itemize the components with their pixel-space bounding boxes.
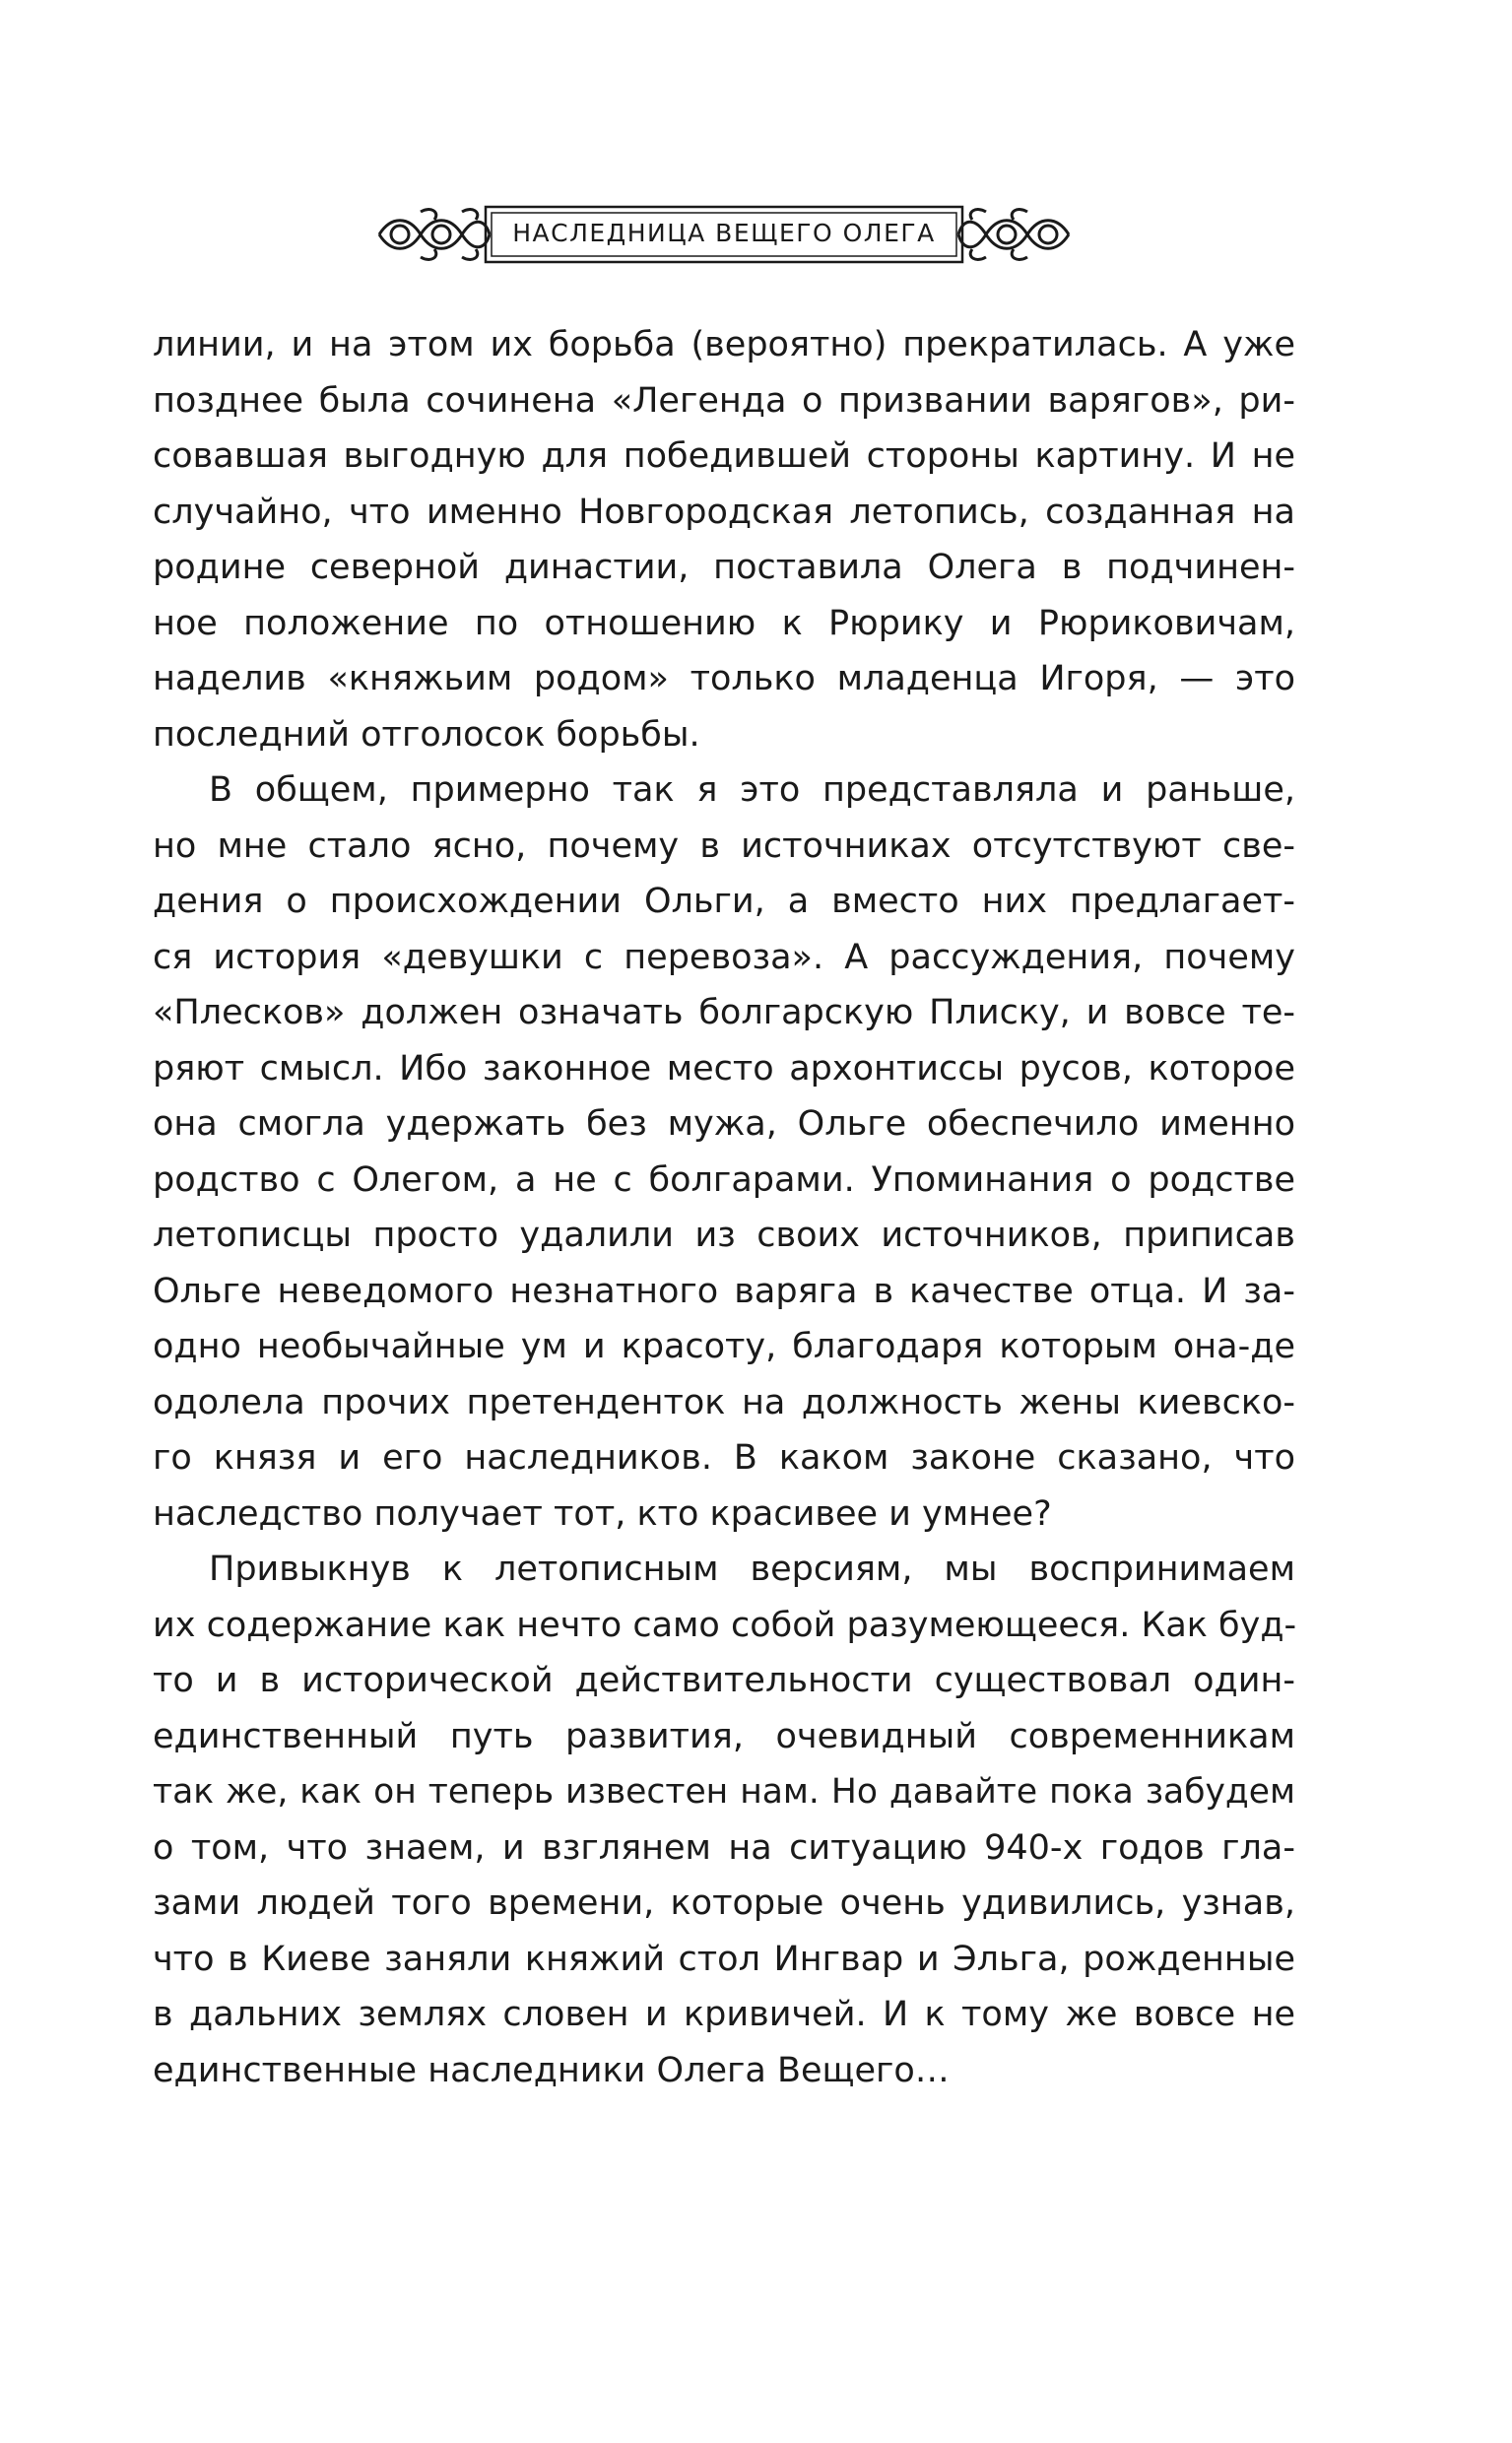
header-title: НАСЛЕДНИЦА ВЕЩЕГО ОЛЕГА [512, 219, 936, 247]
text-line: единственные наследники Олега Вещего… [153, 2050, 950, 2090]
text-line: ся история «девушки с перевоза». А рассуждения, почему [153, 937, 1295, 977]
text-line: одолела прочих претенденток на должность жены киевско- [153, 1382, 1295, 1422]
text-line: о том, что знаем, и взглянем на ситуацию 940-х годов гла- [153, 1827, 1295, 1868]
text-line: последний отголосок борьбы. [153, 714, 700, 755]
text-line: одно необычайные ум и красоту, благодаря которым она-де [153, 1327, 1295, 1366]
text-line: она смогла удержать без мужа, Ольге обеспечило именно [153, 1104, 1295, 1144]
text-line: наследство получает тот, кто красивее и умнее? [153, 1493, 1052, 1534]
text-line: в дальних землях словен и кривичей. И к тому же вовсе не [153, 1995, 1295, 2034]
text-line: что в Киеве заняли княжий стол Ингвар и Эльга, рожденные [153, 1939, 1295, 1979]
body-text [153, 317, 1295, 2098]
text-line: летописцы просто удалили из своих источников, приписав [153, 1216, 1295, 1255]
running-header [369, 202, 1079, 267]
text-line: случайно, что именно Новгородская летопись, созданная на [153, 492, 1295, 532]
text-line: позднее была сочинена «Легенда о призвании варягов», ри- [153, 380, 1295, 421]
text-line: так же, как он теперь известен нам. Но давайте пока забудем [153, 1772, 1295, 1812]
text-line: родине северной династии, поставила Олега в подчинен- [153, 548, 1295, 587]
text-line: их содержание как нечто само собой разумеющееся. Как буд- [153, 1605, 1297, 1645]
text-line: «Плесков» должен означать болгарскую Плиску, и вовсе те- [153, 993, 1295, 1032]
text-line: В общем, примерно так я это представляла и раньше, [209, 770, 1295, 810]
celtic-knot-icon [369, 202, 497, 267]
text-line: линии, и на этом их борьба (вероятно) прекратилась. А уже [153, 325, 1295, 364]
celtic-knot-icon [951, 202, 1079, 267]
text-line: совавшая выгодную для победившей стороны картину. И не [153, 436, 1295, 476]
text-line: ное положение по отношению к Рюрику и Рюриковичам, [153, 603, 1295, 643]
text-line: родство с Олегом, а не с болгарами. Упоминания о родстве [153, 1159, 1295, 1200]
text-line: наделив «княжьим родом» только младенца Игоря, — это [153, 659, 1295, 698]
text-line: ряют смысл. Ибо законное место архонтиссы русов, которое [153, 1048, 1295, 1089]
text-line: единственный путь развития, очевидный современникам [153, 1716, 1295, 1756]
text-line: Привыкнув к летописным версиям, мы воспринимаем [209, 1550, 1295, 1589]
text-line: дения о происхождении Ольги, а вместо них предлагает- [153, 882, 1295, 921]
text-line: зами людей того времени, которые очень удивились, узнав, [153, 1883, 1295, 1923]
text-line: то и в исторической действительности существовал один- [153, 1661, 1295, 1700]
text-line: го князя и его наследников. В каком законе сказано, что [153, 1438, 1295, 1478]
text-line: Ольге неведомого незнатного варяга в качестве отца. И за- [153, 1271, 1295, 1311]
text-line: но мне стало ясно, почему в источниках отсутствуют све- [153, 825, 1295, 866]
